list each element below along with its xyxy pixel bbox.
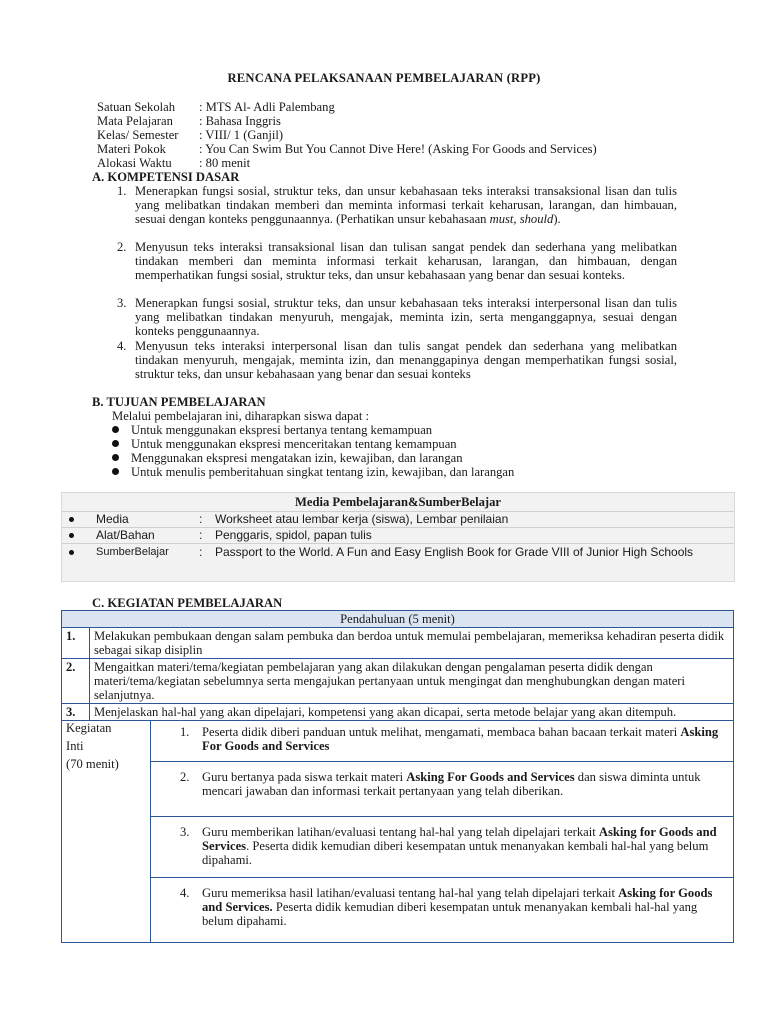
info-kelas-semester: Kelas/ Semester : VIII/ 1 (Ganjil) bbox=[97, 128, 284, 142]
pendahuluan-title: Pendahuluan (5 menit) bbox=[62, 611, 734, 628]
kompetensi-item-1: 1. Menerapkan fungsi sosial, struktur teks, dan unsur kebahasaan teks interaksi transaksional lisan dan tulis yang melibatkan tindakan memberi dan meminta informasi terkait keharusan, larangan, dan himbauan, sesuai dengan konteks penggunaannya. (Perhatikan unsur kebahasaan must, should). bbox=[117, 184, 677, 226]
section-b-heading: B. TUJUAN PEMBELAJARAN bbox=[92, 395, 266, 409]
table-row bbox=[62, 721, 734, 943]
kegiatan-table bbox=[61, 610, 734, 943]
tujuan-intro: Melalui pembelajaran ini, diharapkan siswa dapat : bbox=[112, 409, 370, 423]
inti-step: 3. Guru memberikan latihan/evaluasi tentang hal-hal yang telah dipelajari terkait Asking for Goods and Services. Peserta didik kemudian diberi kesempatan untuk menanyakan kembali hal-hal yang belum dipahami. bbox=[151, 817, 733, 878]
inti-step: 1. Peserta didik diberi panduan untuk melihat, mengamati, membaca bahan bacaan terkait materi Asking For Goods and Services bbox=[151, 721, 733, 762]
info-mata-pelajaran: Mata Pelajaran : Bahasa Inggris bbox=[97, 114, 281, 128]
section-c-heading: C. KEGIATAN PEMBELAJARAN bbox=[92, 596, 283, 610]
table-row: 3. Menjelaskan hal-hal yang akan dipelajari, kompetensi yang akan dicapai, serta metode belajar yang akan ditempuh. bbox=[62, 704, 734, 721]
bullet-icon bbox=[69, 550, 74, 555]
media-heading: Media Pembelajaran&SumberBelajar bbox=[294, 495, 501, 509]
kegiatan-inti-label: Kegiatan Inti (70 menit) bbox=[62, 721, 151, 943]
kompetensi-item-3: 3. Menerapkan fungsi sosial, struktur teks, dan unsur kebahasaan teks interaksi interpersonal lisan dan tulis yang melibatkan tindakan menyuruh, mengajak, meminta izin, serta menganggapnya, sesuai dengan konteks penggunaannya. bbox=[117, 296, 677, 338]
document-title: RENCANA PELAKSANAAN PEMBELAJARAN (RPP) bbox=[227, 71, 541, 85]
bullet-icon bbox=[69, 517, 74, 522]
tujuan-bullet: Untuk menggunakan ekspresi bertanya tentang kemampuan bbox=[112, 423, 432, 437]
kompetensi-item-4: 4. Menyusun teks interaksi interpersonal lisan dan tulis sangat pendek dan sederhana yang melibatkan tindakan menyuruh, mengajak, meminta izin, dan menanggapinya dengan memperhatikan fungsi sosial, struktur teks, dan unsur kebahasaan yang benar dan sesuai konteks bbox=[117, 339, 677, 381]
bullet-icon bbox=[112, 468, 119, 475]
bullet-icon bbox=[69, 533, 74, 538]
section-a-heading: A. KOMPETENSI DASAR bbox=[92, 170, 240, 184]
bullet-icon bbox=[112, 440, 119, 447]
info-satuan-sekolah: Satuan Sekolah : MTS Al- Adli Palembang bbox=[97, 100, 335, 114]
table-row: 2. Mengaitkan materi/tema/kegiatan pembelajaran yang akan dilakukan dengan pengalaman peserta didik dengan materi/tema/kegiatan sebelumnya serta mengajukan pertanyaan untuk mengingat dan menghubungkan dengan materi selanjutnya. bbox=[62, 659, 734, 704]
kegiatan-inti-steps bbox=[151, 721, 734, 943]
inti-step: 4. Guru memeriksa hasil latihan/evaluasi tentang hal-hal yang telah dipelajari terkait Asking for Goods and Services. Peserta didik kemudian diberi kesempatan untuk menanyakan kembali hal-hal yang belum dipahami. bbox=[180, 886, 713, 928]
kompetensi-item-2: 2. Menyusun teks interaksi transaksional lisan dan tulisan sangat pendek dan sederhana yang melibatkan tindakan memberi dan meminta informasi terkait keharusan, larangan, dan himbauan, dengan memperhatikan fungsi sosial, struktur teks, dan unsur kebahasaan yang benar dan sesuai konteks. bbox=[117, 240, 677, 282]
info-alokasi-waktu: Alokasi Waktu : 80 menit bbox=[97, 156, 251, 170]
table-row: 1. Melakukan pembukaan dengan salam pembuka dan berdoa untuk memulai pembelajaran, memeriksa kehadiran peserta didik sebagai sikap disiplin bbox=[62, 628, 734, 659]
tujuan-bullet: Untuk menggunakan ekspresi menceritakan tentang kemampuan bbox=[112, 437, 457, 451]
tujuan-bullet: Untuk menulis pemberitahuan singkat tentang izin, kewajiban, dan larangan bbox=[112, 465, 514, 479]
inti-step: 2. Guru bertanya pada siswa terkait materi Asking For Goods and Services dan siswa diminta untuk mencari jawaban dan informasi terkait pertanyaan yang telah diberikan. bbox=[151, 762, 733, 817]
bullet-icon bbox=[112, 426, 119, 433]
tujuan-bullet: Menggunakan ekspresi mengatakan izin, kewajiban, dan larangan bbox=[112, 451, 463, 465]
divider bbox=[62, 543, 734, 544]
bullet-icon bbox=[112, 454, 119, 461]
media-box: Media Pembelajaran&SumberBelajar Media : Worksheet atau lembar kerja (siswa), Lembar penilaian Alat/Bahan : Penggaris, spidol, papan tulis SumberBelajar : Passport to the World. A Fun and Easy English Book for Grade VIII of Junior High Schools bbox=[61, 492, 735, 582]
info-materi-pokok: Materi Pokok : You Can Swim But You Cannot Dive Here! (Asking For Goods and Services) bbox=[97, 142, 597, 156]
